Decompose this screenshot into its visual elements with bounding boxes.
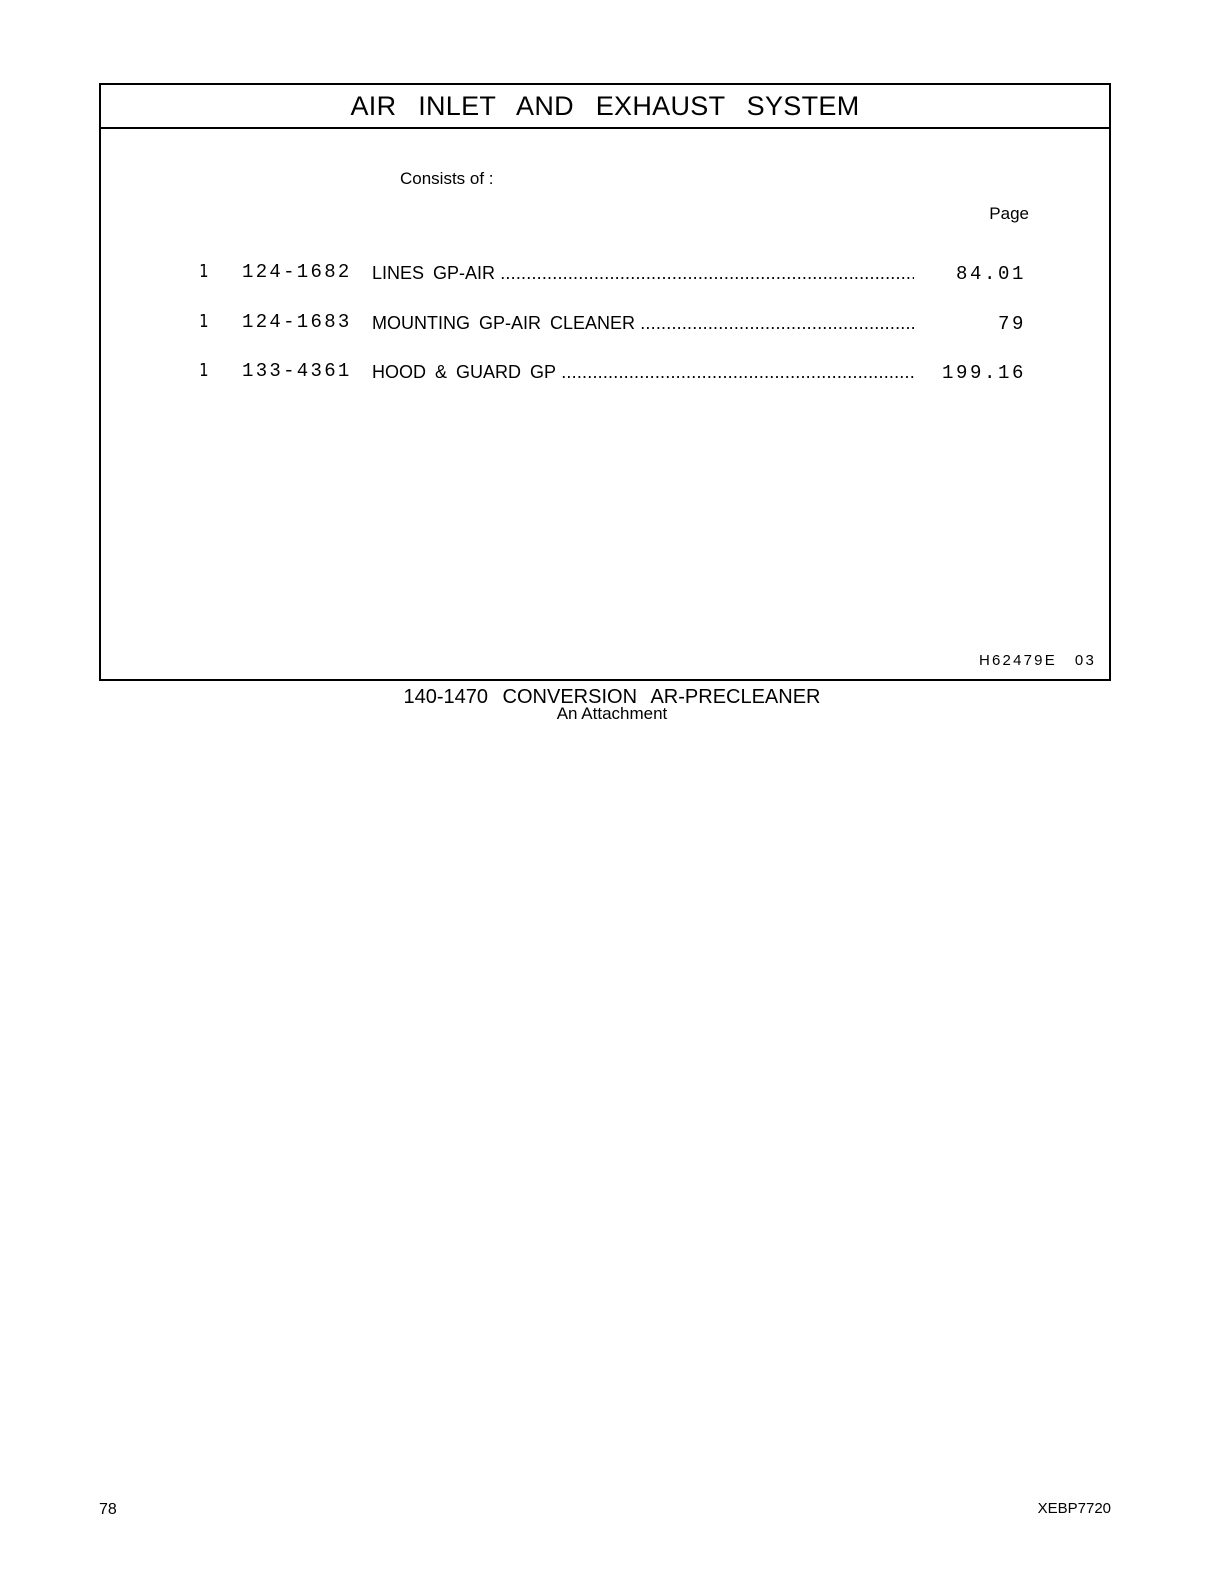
parts-frame <box>99 83 1111 681</box>
consists-of-label: Consists of : <box>400 169 494 188</box>
section-title: AIR INLET AND EXHAUST SYSTEM <box>350 90 860 121</box>
part-qty: 1 <box>199 311 209 332</box>
page-column-label: Page <box>989 204 1029 223</box>
group-caption: 140-1470 CONVERSION AR-PRECLEANER <box>403 686 821 708</box>
part-page-ref: 84.01 <box>955 263 1026 285</box>
page-number: 78 <box>99 1501 117 1518</box>
part-description: HOOD & GUARD GP ..... <box>372 362 914 386</box>
part-description: MOUNTING GP-AIR CLEANER ..... <box>372 313 914 337</box>
part-row <box>101 311 1109 341</box>
part-page-ref: 199.16 <box>941 362 1026 384</box>
illustration-code <box>979 652 1096 669</box>
illustration-id: H62479E <box>978 652 1057 669</box>
document-number: XEBP7720 <box>1037 1500 1111 1517</box>
group-caption-subtitle: An Attachment <box>556 704 668 723</box>
part-number: 124-1683 <box>242 311 352 333</box>
part-row <box>101 360 1109 390</box>
illustration-revision: 03 <box>1074 652 1096 669</box>
part-number: 133-4361 <box>242 360 352 382</box>
part-number: 124-1682 <box>242 261 352 283</box>
title-bar <box>101 85 1109 129</box>
part-qty: 1 <box>199 261 209 282</box>
part-description: LINES GP-AIR ..... <box>372 263 914 287</box>
part-qty: 1 <box>199 360 209 381</box>
part-row <box>101 261 1109 291</box>
part-page-ref: 79 <box>997 313 1026 335</box>
